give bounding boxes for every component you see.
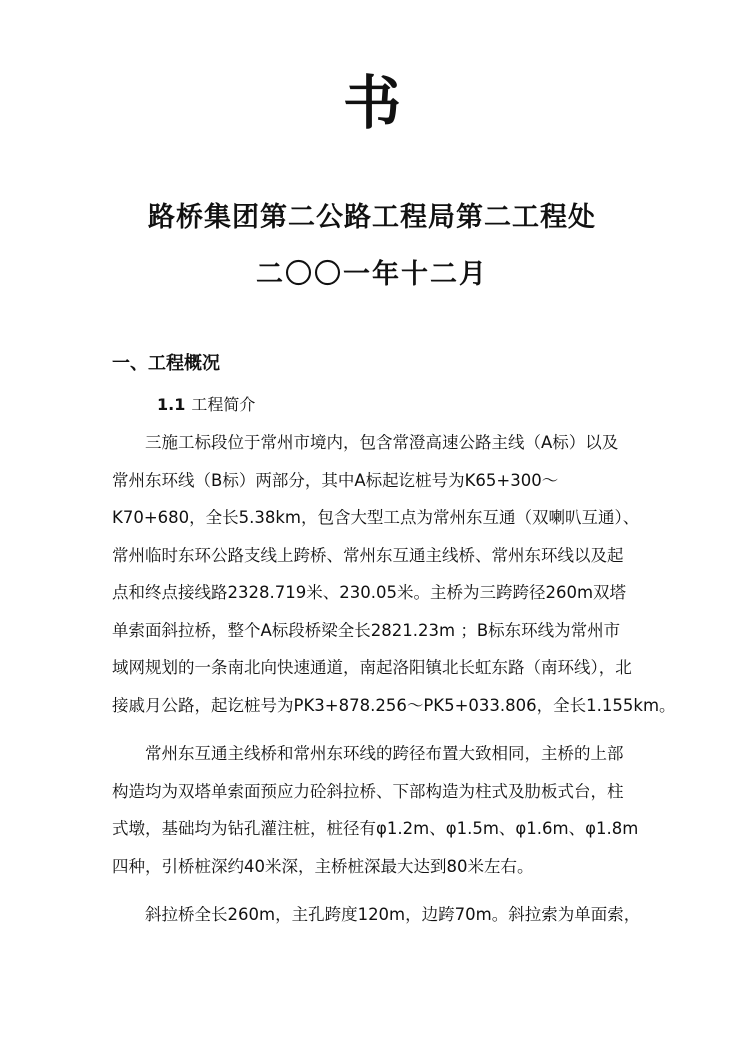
paragraph-line: 构造均为双塔单索面预应力砼斜拉桥、下部构造为柱式及肋板式台，柱 bbox=[112, 781, 624, 801]
paragraph-line: 斜拉桥全长260m，主孔跨度120m，边跨70m。斜拉索为单面索， bbox=[112, 905, 641, 924]
paragraph-structure bbox=[112, 735, 660, 885]
paragraph-line: 接戚月公路，起讫桩号为PK3+878.256～PK5+033.806，全长1.155km。 bbox=[112, 695, 676, 715]
paragraph-cable-stayed bbox=[112, 896, 660, 934]
subsection-title: 工程简介 bbox=[191, 395, 256, 414]
paragraph-line: 常州东环线（B标）两部分，其中A标起讫桩号为K65+300～ bbox=[112, 470, 559, 490]
subsection-heading bbox=[157, 392, 255, 418]
paragraph-line: 常州东互通主线桥和常州东环线的跨径布置大致相同，主桥的上部 bbox=[112, 744, 624, 763]
paragraph-line: 点和终点接线路2328.719米、230.05米。主桥为三跨跨径260m双塔 bbox=[112, 583, 627, 602]
paragraph-line: 三施工标段位于常州市境内，包含常澄高速公路主线（A标）以及 bbox=[112, 433, 619, 452]
paragraph-line: K70+680，全长5.38km，包含大型工点为常州东互通（双喇叭互通）、 bbox=[112, 508, 640, 527]
subsection-number: 1.1 bbox=[157, 395, 186, 414]
section-heading: 一、工程概况 bbox=[112, 353, 220, 374]
paragraph-line: 四种，引桥桩深约40米深，主桥桩深最大达到80米左右。 bbox=[112, 856, 534, 876]
paragraph-line: 域网规划的一条南北向快速通道，南起洛阳镇北长虹东路（南环线），北 bbox=[112, 658, 632, 677]
organization-title: 路桥集团第二公路工程局第二工程处 bbox=[148, 202, 596, 233]
paragraph-line: 常州临时东环公路支线上跨桥、常州东互通主线桥、常州东环线以及起 bbox=[112, 545, 624, 565]
paragraph-line: 式墩，基础均为钻孔灌注桩，桩径有φ1.2m、φ1.5m、φ1.6m、φ1.8m bbox=[112, 819, 639, 838]
paragraph-line: 单索面斜拉桥，整个A标段桥梁全长2821.23m ；B标东环线为常州市 bbox=[112, 620, 621, 640]
paragraph-overview bbox=[112, 424, 676, 724]
cover-big-char: 书 bbox=[342, 69, 401, 137]
document-date: 二〇〇一年十二月 bbox=[256, 259, 488, 290]
